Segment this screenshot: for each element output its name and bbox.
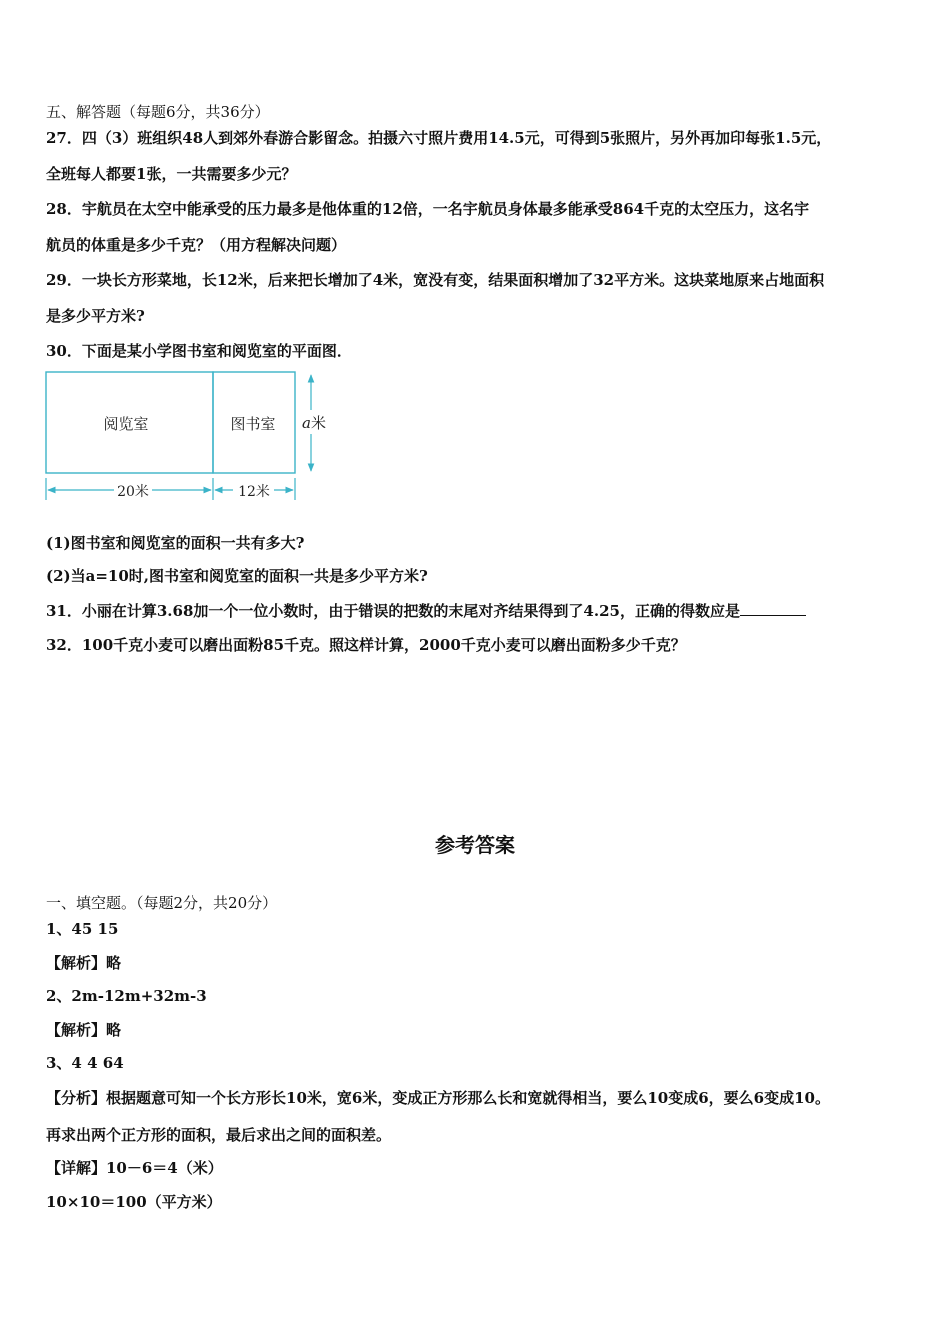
question-31-text: 31．小丽在计算3.68加一个一位小数时，由于错误的把数的末尾对齐结果得到了4.25，正确的得数应是: [46, 602, 740, 620]
section-title: 五、解答题（每题6分，共36分）: [46, 103, 270, 121]
height-label: a米: [302, 414, 326, 432]
answer-2: 2、2m-12m+32m-3: [46, 987, 207, 1005]
question-27-line2: 全班每人都要1张，一共需要多少元？: [46, 165, 297, 183]
answer-3-detail: 【详解】10－6＝4（米）: [46, 1159, 223, 1177]
answers-section: 一、填空题。（每题2分，共20分）: [46, 894, 278, 912]
answer-1: 1、45 15: [46, 920, 119, 938]
question-31: [46, 601, 806, 621]
width-left-label: 20米: [117, 484, 149, 500]
answers-title: 参考答案: [435, 833, 515, 857]
question-28-line1: 28．宇航员在太空中能承受的压力最多是他体重的12倍，一名宇航员身体最多能承受864千克的太空压力，这名宇: [46, 200, 810, 218]
answer-blank: [740, 601, 806, 616]
reading-room-label: 阅览室: [103, 415, 149, 433]
answer-1-note: 【解析】略: [46, 954, 122, 972]
answer-3: 3、4 4 64: [46, 1054, 124, 1072]
question-29-line1: 29．一块长方形菜地，长12米，后来把长增加了4米，宽没有变，结果面积增加了32平方米。这块菜地原来占地面积: [46, 271, 825, 289]
question-27-line1: 27．四（3）班组织48人到郊外春游合影留念。拍摄六寸照片费用14.5元，可得到5张照片，另外再加印每张1.5元，: [46, 129, 832, 147]
question-30-sub1: (1)图书室和阅览室的面积一共有多大?: [46, 534, 305, 552]
answer-3-step2: 10×10＝100（平方米）: [46, 1193, 222, 1211]
width-right-label: 12米: [238, 484, 270, 500]
question-30-intro: 30．下面是某小学图书室和阅览室的平面图．: [46, 342, 352, 360]
library-room-label: 图书室: [230, 415, 276, 433]
floor-plan-figure: [40, 366, 340, 506]
answer-3-analysis-line1: 【分析】根据题意可知一个长方形长10米，宽6米，变成正方形那么长和宽就得相当，要么10变成6，要么6变成10。: [46, 1089, 830, 1107]
question-29-line2: 是多少平方米?: [46, 307, 145, 325]
question-28-line2: 航员的体重是多少千克？（用方程解决问题）: [46, 236, 347, 254]
question-32: 32．100千克小麦可以磨出面粉85千克。照这样计算，2000千克小麦可以磨出面粉多少千克？: [46, 636, 686, 654]
answer-3-analysis-line2: 再求出两个正方形的面积，最后求出之间的面积差。: [46, 1126, 392, 1144]
question-30-sub2: (2)当a=10时,图书室和阅览室的面积一共是多少平方米?: [46, 567, 428, 585]
answer-2-note: 【解析】略: [46, 1021, 122, 1039]
